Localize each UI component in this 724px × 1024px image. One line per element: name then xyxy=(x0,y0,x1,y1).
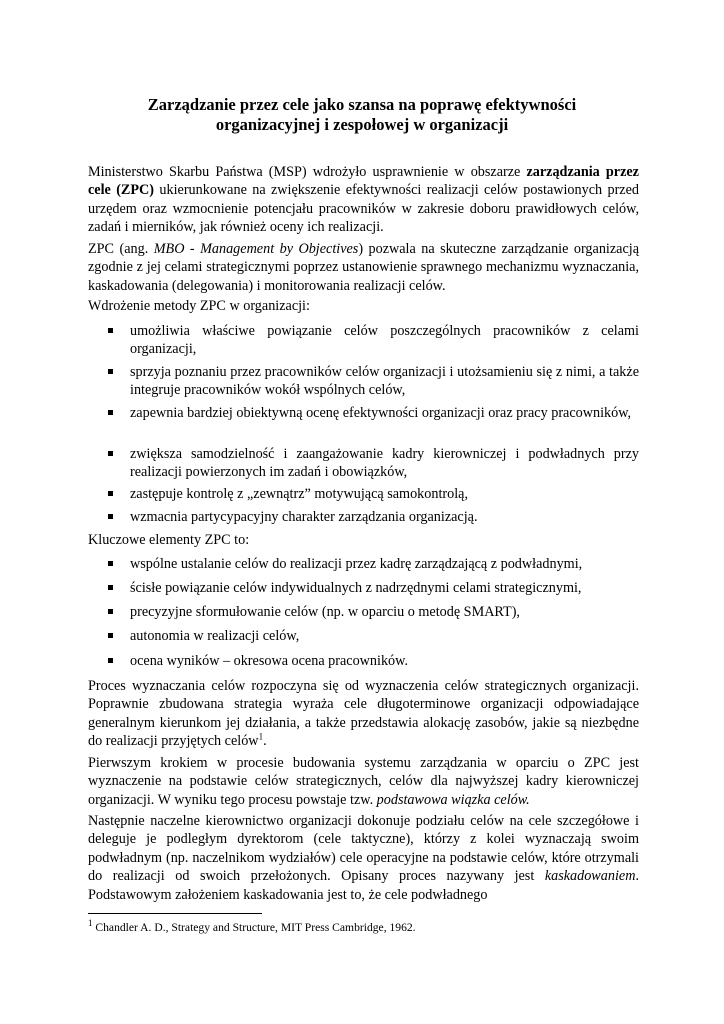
title-line-2: organizacyjnej i zespołowej w organizacji xyxy=(215,115,509,134)
paragraph-mbo xyxy=(88,240,639,295)
page-title xyxy=(88,95,636,135)
list-item-text: ocena wyników – okresowa ocena pracowników. xyxy=(130,653,409,669)
list-item-text: wzmacnia partycypacyjny charakter zarządzania organizacją. xyxy=(130,509,478,525)
paragraph-strategy xyxy=(88,677,639,751)
bullet-icon xyxy=(108,585,113,590)
bullet-icon xyxy=(108,658,113,663)
list-item-text: zastępuje kontrolę z „zewnątrz” motywującą samokontrolą, xyxy=(130,486,468,502)
bullet-icon xyxy=(108,369,113,374)
paragraph-cascading-text: Następnie naczelne kierownictwo organizacji dokonuje podziału celów na cele szczegółowe i deleguje je podległym dyrektorom (cele taktyczne), którzy z kolei wyznaczają swoim podwładnym (np. naczelnikom wydziałów) cele operacyjne na podstawie celów, które otrzymali do realizacji od swoich przełożonych. Opisany proces nazywany jest xyxy=(88,813,639,885)
list-item xyxy=(88,555,639,573)
title-line-1: Zarządzanie przez cele jako szansa na poprawę efektywności xyxy=(147,95,577,114)
list-item xyxy=(88,652,639,670)
list-item xyxy=(88,363,639,400)
paragraph-intro-text: Ministerstwo Skarbu Państwa (MSP) wdrożyło usprawnienie w obszarze xyxy=(88,164,527,180)
list-item xyxy=(88,445,639,482)
bullet-icon xyxy=(108,633,113,638)
list-item xyxy=(88,627,639,645)
bullet-icon xyxy=(108,451,113,456)
paragraph-mbo-text: ZPC (ang. xyxy=(88,241,154,257)
paragraph-intro-rest: ukierunkowane na zwiększenie efektywności realizacji celów postawionych przed urzędem oraz wzmocnienie potencjału pracowników w zakresie doboru prawidłowych celów, zadań i mierników, jak również oceny ich realizacji. xyxy=(88,182,639,236)
paragraph-intro-bold: zarządzania przez cele (ZPC) xyxy=(88,164,639,199)
bullet-icon xyxy=(108,328,113,333)
paragraph-mbo-italic: MBO - Management by Objectives xyxy=(153,241,359,257)
bullet-icon xyxy=(108,514,113,519)
paragraph-mbo-rest: ) pozwala na skuteczne zarządzanie organizacją zgodnie z jej celami strategicznymi poprzez ustanowienie sprawnego mechanizmu wyznaczania, kaskadowania (delegowania) i monitorowania realizacji celów. xyxy=(88,241,639,294)
list-item-text: wspólne ustalanie celów do realizacji przez kadrę zarządzającą z podwładnymi, xyxy=(130,556,583,572)
list-item-text: autonomia w realizacji celów, xyxy=(130,628,300,644)
list-item-text: zwiększa samodzielność i zaangażowanie kadry kierowniczej i podwładnych przy realizacji powierzonych im zadań i obowiązków, xyxy=(130,446,639,481)
list-item-text: precyzyjne sformułowanie celów (np. w oparciu o metodę SMART), xyxy=(130,604,520,620)
list-item xyxy=(88,404,639,422)
footnote xyxy=(88,920,639,935)
footnote-number: 1 xyxy=(88,918,93,929)
footnote-reference: 1 xyxy=(258,731,264,742)
paragraph-intro xyxy=(88,163,639,237)
list-item xyxy=(88,485,639,503)
paragraph-key-elements-heading: Kluczowe elementy ZPC to: xyxy=(88,532,250,548)
list-item xyxy=(88,508,639,526)
list-item xyxy=(88,322,639,359)
paragraph-first-step-text: Pierwszym krokiem w procesie budowania systemu zarządzania w oparciu o ZPC jest wyznaczenie na podstawie celów strategicznych, celów dla najwyższej kadry kierowniczej organizacji. W wyniku tego procesu powstaje tzw. xyxy=(88,755,639,808)
list-item-text: umożliwia właściwe powiązanie celów poszczególnych pracowników z celami organizacji, xyxy=(130,323,639,358)
bullet-icon xyxy=(108,561,113,566)
list-item-text: ścisłe powiązanie celów indywidualnych z nadrzędnymi celami strategicznymi, xyxy=(130,580,582,596)
paragraph-implementation-heading: Wdrożenie metody ZPC w organizacji: xyxy=(88,298,310,314)
list-item-text: zapewnia bardziej obiektywną ocenę efektywności organizacji oraz pracy pracowników, xyxy=(130,405,632,421)
list-item xyxy=(88,603,639,621)
paragraph-first-step xyxy=(88,754,639,809)
paragraph-cascading xyxy=(88,812,639,904)
paragraph-cascading-italic: kaskadowaniem xyxy=(544,868,636,885)
list-item-text: sprzyja poznaniu przez pracowników celów organizacji i utożsamieniu się z nimi, a także integruje pracowników wokół wspólnych celów, xyxy=(130,364,639,399)
bullet-icon xyxy=(108,609,113,614)
paragraph-first-step-italic: podstawowa wiązka celów. xyxy=(376,791,530,808)
list-item xyxy=(88,579,639,597)
footnote-text: Chandler A. D., Strategy and Structure, MIT Press Cambridge, 1962. xyxy=(92,921,416,934)
footnote-divider xyxy=(88,913,262,914)
bullet-icon xyxy=(108,410,113,415)
paragraph-cascading-rest: . Podstawowym założeniem kaskadowania jest to, że cele podwładnego xyxy=(88,868,639,903)
paragraph-strategy-end: . xyxy=(263,733,267,750)
paragraph-strategy-text: Proces wyznaczania celów rozpoczyna się od wyznaczenia celów strategicznych organizacji. Poprawnie zbudowana strategia wyraża cele długoterminowe organizacji odpowiadające generalnym kierunkom jej działania, a także przedstawia alokację zasobów, jakie są niezbędne do realizacji przyjętych celów xyxy=(88,678,639,750)
bullet-icon xyxy=(108,491,113,496)
